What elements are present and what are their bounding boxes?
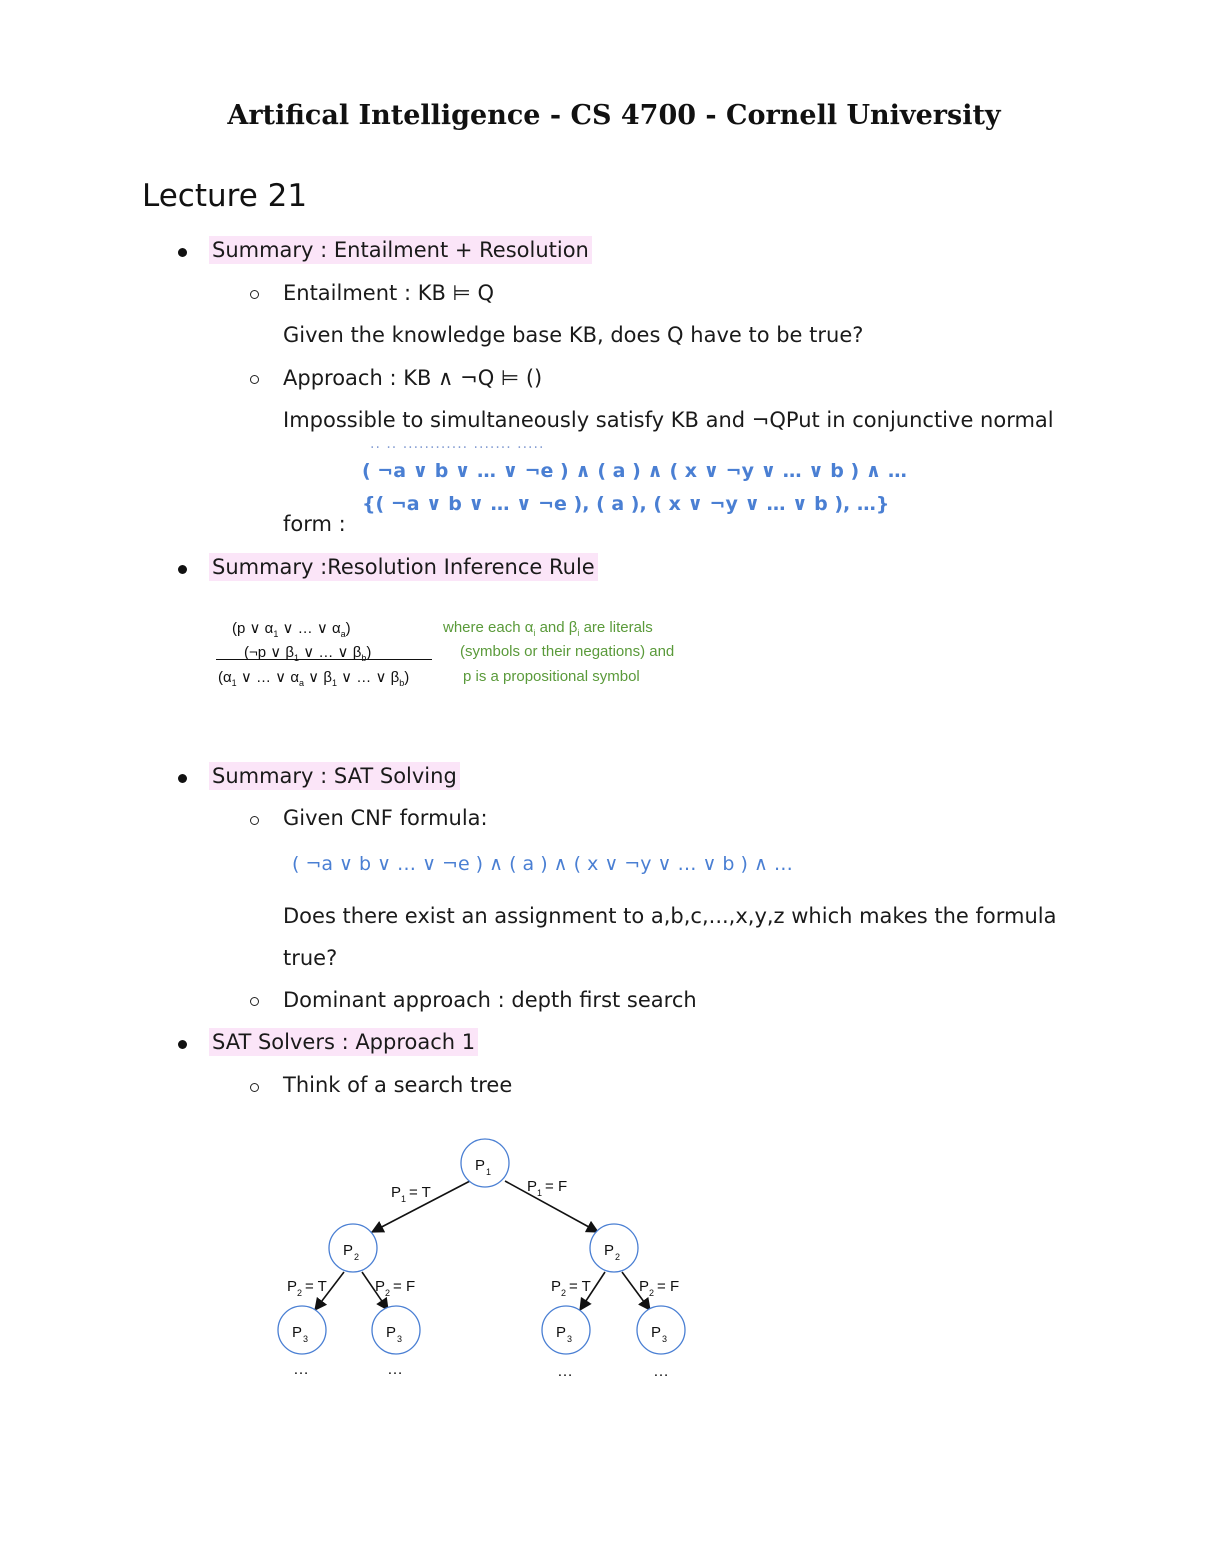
tree-node-p2-left [329,1224,377,1272]
clipped-text-fragment: ·· ·· ············ ······· ····· [370,440,545,456]
svg-text:P: P [386,1324,397,1341]
svg-text:1: 1 [401,1194,407,1204]
svg-text:P: P [343,1242,354,1259]
svg-text:3: 3 [662,1334,668,1344]
svg-text:P: P [527,1178,538,1195]
edge-label-p1-true [391,1184,431,1204]
svg-text:P: P [639,1278,650,1295]
svg-text:P: P [475,1157,486,1174]
tree-node-p2-right [590,1224,638,1272]
svg-text:2: 2 [649,1288,655,1298]
approach-text: Approach : KB ∧ ¬Q ⊨ () [283,366,543,390]
svg-text:3: 3 [303,1334,309,1344]
search-tree-text: Think of a search tree [283,1073,513,1097]
ellipsis-text: … [293,1361,309,1378]
svg-text:1: 1 [486,1167,492,1177]
resolution-note-3: p is a propositional symbol [463,668,640,685]
ellipsis-text: … [387,1361,403,1378]
tree-node-p3 [372,1306,420,1354]
svg-text:3: 3 [397,1334,403,1344]
ellipsis-text: … [557,1363,573,1380]
svg-text:P: P [292,1324,303,1341]
section-heading-sat-solvers: SAT Solvers : Approach 1 [212,1030,478,1054]
svg-text:P: P [556,1324,567,1341]
edge-label-p2-false [375,1278,415,1298]
svg-text:P: P [651,1324,662,1341]
svg-text:2: 2 [615,1252,621,1262]
svg-text:= F: = F [657,1278,680,1295]
svg-text:1: 1 [537,1188,543,1198]
cnf-formula-1: ( ¬a ∨ b ∨ … ∨ ¬e ) ∧ ( a ) ∧ ( x ∨ ¬y ∨ … ∨ b ) ∧ … [362,460,907,482]
given-cnf-text: Given CNF formula: [283,806,488,830]
svg-text:= F: = F [393,1278,416,1295]
tree-node-p3 [278,1306,326,1354]
resolution-note-2: (symbols or their negations) and [460,643,675,660]
svg-text:= T: = T [569,1278,591,1295]
impossible-text: Impossible to simultaneously satisfy KB and ¬QPut in conjunctive normal [283,408,1054,432]
svg-text:P: P [287,1278,298,1295]
tree-node-p1 [461,1139,509,1187]
entailment-definition: Entailment : KB ⊨ Q [283,281,495,305]
svg-text:2: 2 [385,1288,391,1298]
resolution-premise-2: (¬p ∨ $\beta_1$ ∨ … ∨ $\beta_b$) [244,644,372,663]
edge-label-p2-true [551,1278,591,1298]
resolution-conclusion: ($\alpha_1$ ∨ … ∨ $\alpha_a$ ∨ $\beta_1$ ∨ … ∨ $\beta_b$) [218,669,410,688]
svg-text:2: 2 [354,1252,360,1262]
svg-text:3: 3 [567,1334,573,1344]
dominant-approach-text: Dominant approach : depth first search [283,988,697,1012]
svg-text:P: P [391,1184,402,1201]
section-heading-resolution: Summary :Resolution Inference Rule [212,555,598,579]
assignment-question-end: true? [283,946,338,970]
svg-text:= T: = T [305,1278,327,1295]
entailment-question: Given the knowledge base KB, does Q have to be true? [283,323,864,347]
document-title: Artifical Intelligence - CS 4700 - Cornell University [227,100,1001,131]
svg-text:2: 2 [561,1288,567,1298]
lecture-heading: Lecture 21 [142,178,308,214]
ellipsis-text: … [653,1363,669,1380]
resolution-premise-1: (p ∨ $\alpha_1$ ∨ … ∨ $\alpha_a$) [232,620,351,639]
tree-node-p3 [542,1306,590,1354]
section-heading-entailment: Summary : Entailment + Resolution [212,238,592,262]
svg-text:P: P [604,1242,615,1259]
section-heading-sat: Summary : SAT Solving [212,764,460,788]
edge-label-p2-false [639,1278,679,1298]
svg-text:2: 2 [297,1288,303,1298]
cnf-formula-2: ( ¬a ∨ b ∨ … ∨ ¬e ) ∧ ( a ) ∧ ( x ∨ ¬y ∨ … ∨ b ) ∧ … [292,853,793,875]
resolution-note-1: where each $\alpha_i$ and $\beta_i$ are literals [443,619,653,638]
svg-text:P: P [551,1278,562,1295]
svg-text:= T: = T [409,1184,431,1201]
cnf-clause-set: {( ¬a ∨ b ∨ … ∨ ¬e ), ( a ), ( x ∨ ¬y ∨ … ∨ b ), …} [362,493,890,515]
assignment-question: Does there exist an assignment to a,b,c,...,x,y,z which makes the formula [283,904,1057,928]
tree-node-p3 [637,1306,685,1354]
edge-label-p1-false [527,1178,567,1198]
form-label: form : [283,512,346,536]
svg-text:= F: = F [545,1178,568,1195]
edge-label-p2-true [287,1278,327,1298]
svg-text:P: P [375,1278,386,1295]
